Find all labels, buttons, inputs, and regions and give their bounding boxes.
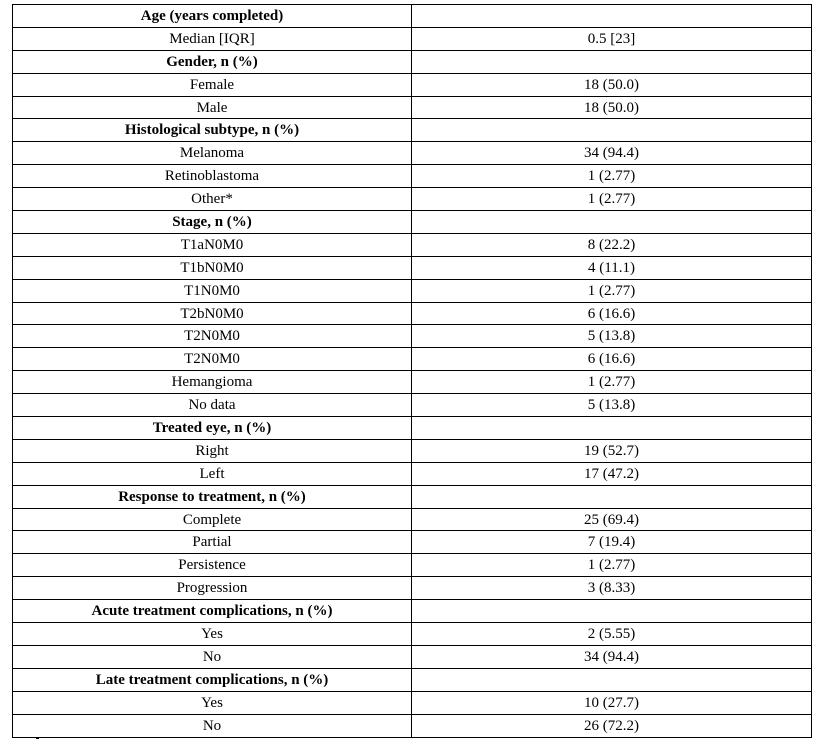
section-value-empty xyxy=(412,211,812,234)
row-value: 18 (50.0) xyxy=(412,96,812,119)
row-label: Persistence xyxy=(13,554,412,577)
table-row xyxy=(13,279,812,302)
row-label: Yes xyxy=(13,623,412,646)
row-value: 1 (2.77) xyxy=(412,188,812,211)
row-value: 25 (69.4) xyxy=(412,508,812,531)
section-header-row xyxy=(13,485,812,508)
table-row xyxy=(13,439,812,462)
row-value: 1 (2.77) xyxy=(412,554,812,577)
row-value: 34 (94.4) xyxy=(412,645,812,668)
table-row xyxy=(13,302,812,325)
table-row xyxy=(13,348,812,371)
row-label: T1aN0M0 xyxy=(13,233,412,256)
section-header-row xyxy=(13,668,812,691)
row-label: T2bN0M0 xyxy=(13,302,412,325)
section-header-row xyxy=(13,600,812,623)
row-label: Complete xyxy=(13,508,412,531)
table-row xyxy=(13,645,812,668)
section-value-empty xyxy=(412,417,812,440)
section-header-row xyxy=(13,119,812,142)
table-row xyxy=(13,462,812,485)
row-value: 17 (47.2) xyxy=(412,462,812,485)
table-row xyxy=(13,714,812,737)
table-row xyxy=(13,531,812,554)
row-label: No xyxy=(13,645,412,668)
section-heading: Treated eye, n (%) xyxy=(13,417,412,440)
section-value-empty xyxy=(412,485,812,508)
section-value-empty xyxy=(412,50,812,73)
section-header-row xyxy=(13,50,812,73)
row-value: 5 (13.8) xyxy=(412,325,812,348)
row-label: T1N0M0 xyxy=(13,279,412,302)
table-row xyxy=(13,577,812,600)
row-label: Progression xyxy=(13,577,412,600)
row-value: 0.5 [23] xyxy=(412,27,812,50)
row-value: 1 (2.77) xyxy=(412,371,812,394)
row-value: 6 (16.6) xyxy=(412,348,812,371)
row-label: Partial xyxy=(13,531,412,554)
section-heading: Histological subtype, n (%) xyxy=(13,119,412,142)
row-value: 8 (22.2) xyxy=(412,233,812,256)
row-label: Male xyxy=(13,96,412,119)
row-label: Female xyxy=(13,73,412,96)
row-value: 4 (11.1) xyxy=(412,256,812,279)
row-label: Hemangioma xyxy=(13,371,412,394)
table-row xyxy=(13,256,812,279)
section-heading: Late treatment complications, n (%) xyxy=(13,668,412,691)
table-row xyxy=(13,508,812,531)
section-value-empty xyxy=(412,668,812,691)
section-heading: Age (years completed) xyxy=(13,5,412,28)
row-value: 1 (2.77) xyxy=(412,279,812,302)
table-row xyxy=(13,142,812,165)
row-label: Yes xyxy=(13,691,412,714)
row-value: 2 (5.55) xyxy=(412,623,812,646)
table-row xyxy=(13,233,812,256)
characteristics-table xyxy=(12,4,811,738)
section-heading: Acute treatment complications, n (%) xyxy=(13,600,412,623)
data-table xyxy=(12,4,812,738)
table-row xyxy=(13,691,812,714)
table-row xyxy=(13,27,812,50)
row-label: Melanoma xyxy=(13,142,412,165)
row-label: Other* xyxy=(13,188,412,211)
section-header-row xyxy=(13,211,812,234)
row-label: Right xyxy=(13,439,412,462)
section-heading: Stage, n (%) xyxy=(13,211,412,234)
row-value: 34 (94.4) xyxy=(412,142,812,165)
row-value: 19 (52.7) xyxy=(412,439,812,462)
table-body xyxy=(13,5,812,738)
section-header-row xyxy=(13,417,812,440)
row-label: T2N0M0 xyxy=(13,325,412,348)
row-label: No xyxy=(13,714,412,737)
row-value: 3 (8.33) xyxy=(412,577,812,600)
section-heading: Gender, n (%) xyxy=(13,50,412,73)
row-value: 1 (2.77) xyxy=(412,165,812,188)
table-row xyxy=(13,394,812,417)
table-row xyxy=(13,96,812,119)
section-value-empty xyxy=(412,5,812,28)
row-value: 6 (16.6) xyxy=(412,302,812,325)
row-value: 7 (19.4) xyxy=(412,531,812,554)
table-row xyxy=(13,73,812,96)
row-label: Retinoblastoma xyxy=(13,165,412,188)
row-value: 5 (13.8) xyxy=(412,394,812,417)
table-row xyxy=(13,325,812,348)
row-value: 18 (50.0) xyxy=(412,73,812,96)
section-heading: Response to treatment, n (%) xyxy=(13,485,412,508)
stray-mark xyxy=(36,738,39,739)
row-value: 10 (27.7) xyxy=(412,691,812,714)
row-label: T1bN0M0 xyxy=(13,256,412,279)
section-value-empty xyxy=(412,119,812,142)
row-label: No data xyxy=(13,394,412,417)
row-label: Left xyxy=(13,462,412,485)
table-row xyxy=(13,188,812,211)
table-row xyxy=(13,371,812,394)
row-value: 26 (72.2) xyxy=(412,714,812,737)
section-header-row xyxy=(13,5,812,28)
table-row xyxy=(13,554,812,577)
table-row xyxy=(13,165,812,188)
row-label: T2N0M0 xyxy=(13,348,412,371)
table-row xyxy=(13,623,812,646)
section-value-empty xyxy=(412,600,812,623)
row-label: Median [IQR] xyxy=(13,27,412,50)
